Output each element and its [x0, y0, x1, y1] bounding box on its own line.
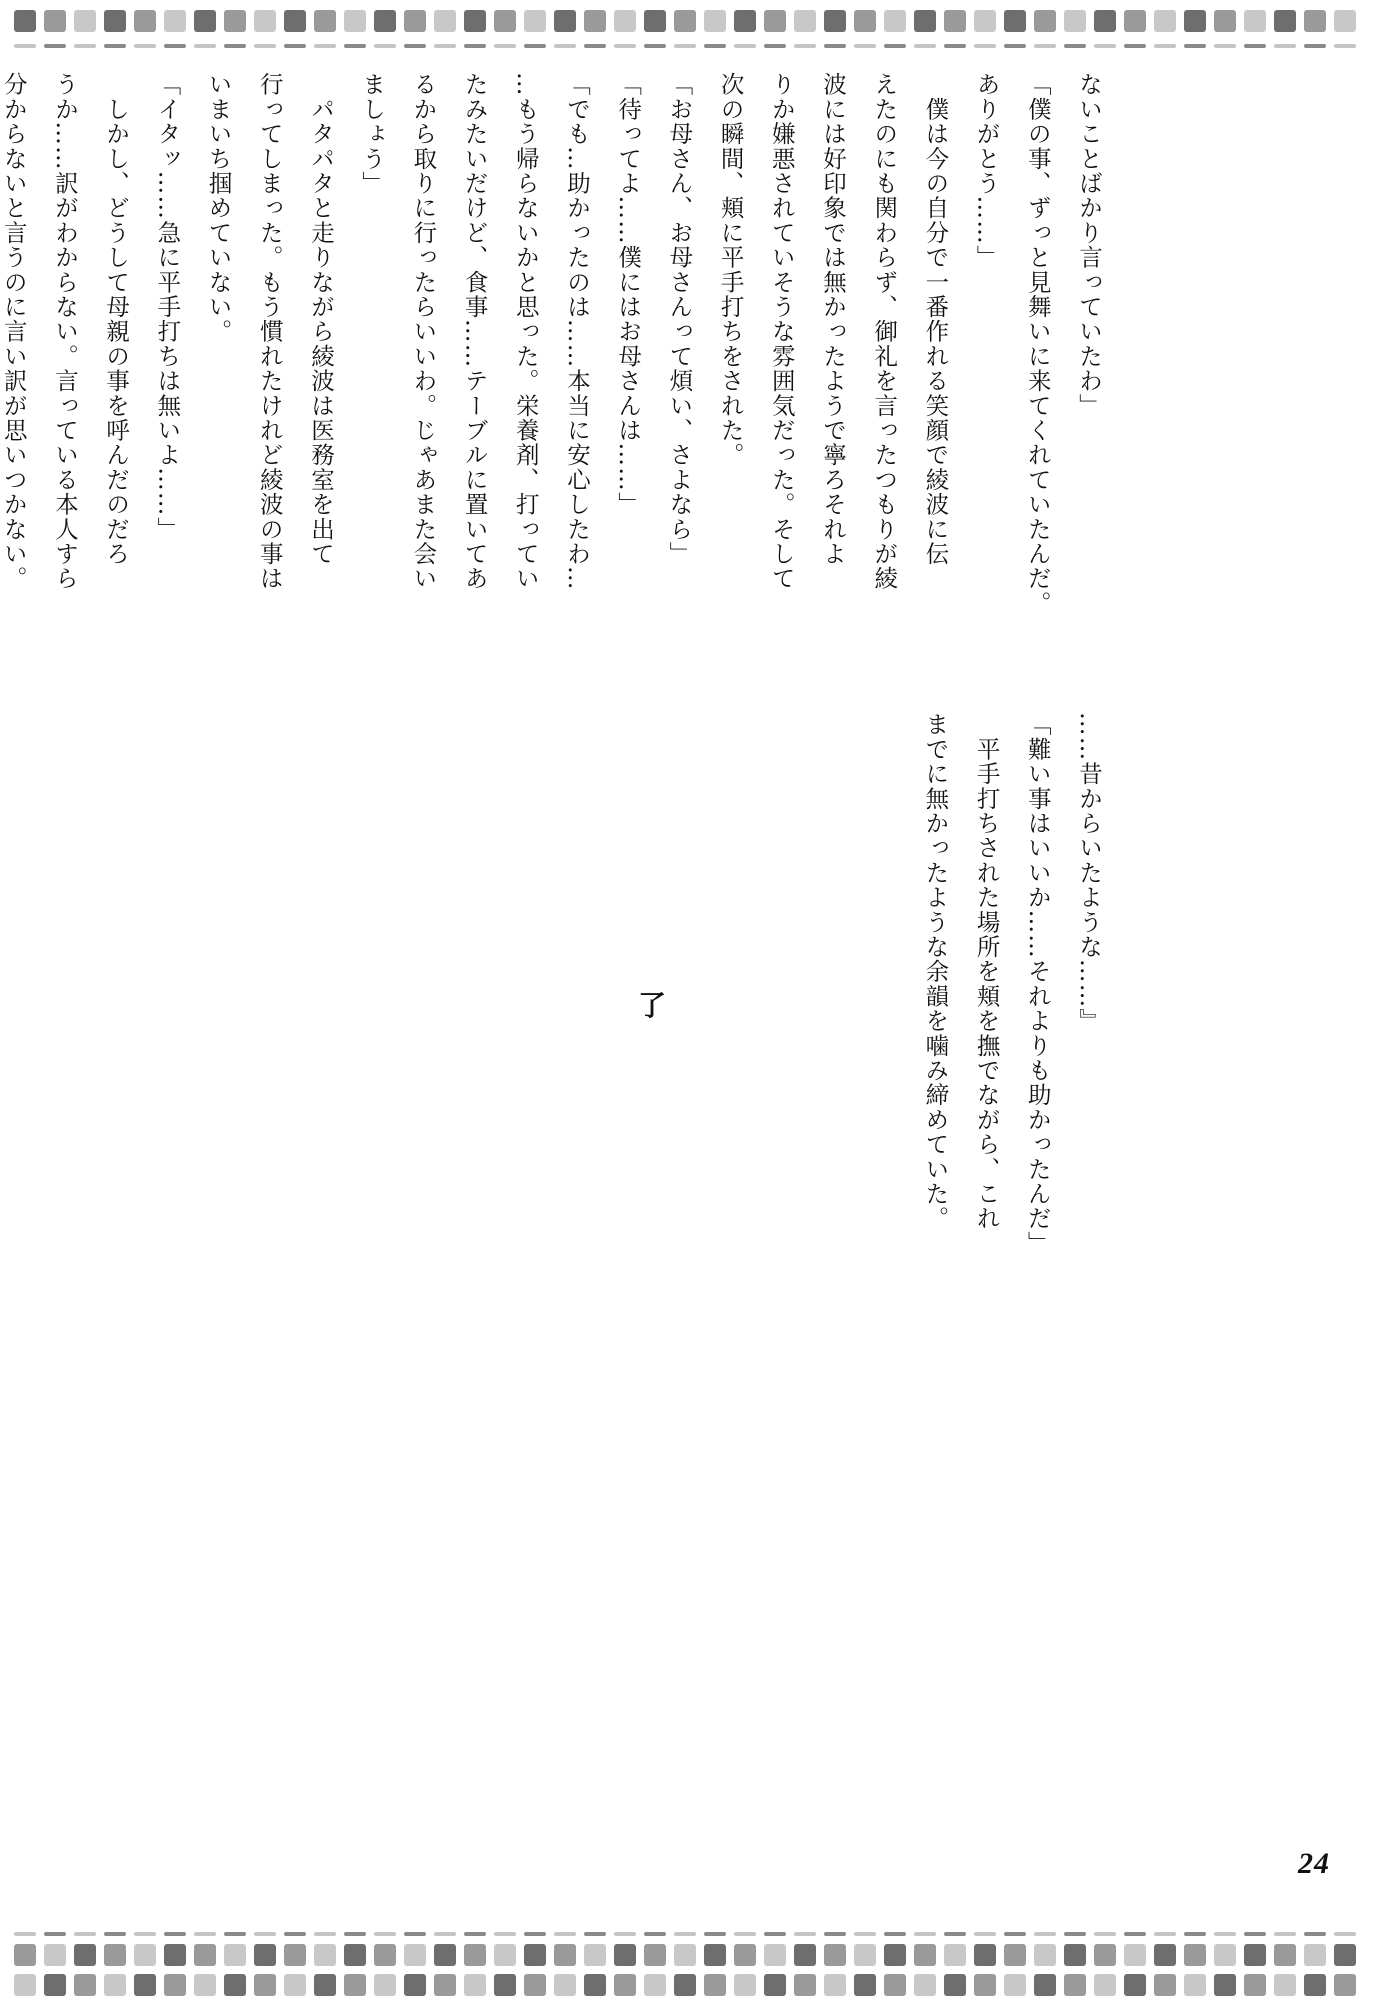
text-line: しかし、どうして母親の事を呼んだのだろ: [102, 72, 131, 566]
text-line: …もう帰らないかと思った。栄養剤、打ってい: [511, 72, 540, 591]
border-square: [824, 1944, 846, 1966]
border-square: [404, 44, 426, 48]
border-square: [314, 1944, 336, 1966]
border-square: [974, 44, 996, 48]
border-square: [434, 10, 456, 32]
border-square: [914, 1944, 936, 1966]
border-square: [1274, 1932, 1296, 1936]
border-square: [1064, 1974, 1086, 1996]
border-square: [1244, 1932, 1266, 1936]
border-square: [914, 1974, 936, 1996]
border-square: [1334, 1944, 1356, 1966]
text-line: 次の瞬間、頬に平手打ちをされた。: [716, 72, 745, 468]
border-square: [44, 1944, 66, 1966]
text-line: いまいち掴めていない。: [204, 72, 233, 344]
border-square: [1034, 1974, 1056, 1996]
border-square: [344, 10, 366, 32]
border-square: [74, 10, 96, 32]
border-square: [764, 10, 786, 32]
border-square: [734, 10, 756, 32]
bottom-square-row-1: [14, 1944, 1356, 1966]
border-square: [854, 44, 876, 48]
border-square: [254, 1974, 276, 1996]
border-square: [224, 1944, 246, 1966]
border-square: [134, 10, 156, 32]
text-line: 「待ってよ……僕にはお母さんは……」: [614, 72, 643, 517]
text-line: たみたいだけど、食事……テーブルに置いてあ: [460, 72, 489, 591]
border-square: [944, 10, 966, 32]
text-line: 「でも…助かったのは……本当に安心したわ…: [562, 72, 591, 591]
border-square: [914, 10, 936, 32]
border-square: [344, 44, 366, 48]
text-line: 「お母さん、お母さんって煩い、さよなら」: [665, 72, 694, 566]
border-square: [1214, 1974, 1236, 1996]
border-square: [344, 1944, 366, 1966]
border-square: [314, 10, 336, 32]
border-square: [164, 44, 186, 48]
border-square: [1154, 44, 1176, 48]
border-square: [1184, 1944, 1206, 1966]
border-square: [164, 1932, 186, 1936]
border-square: [494, 44, 516, 48]
border-square: [1244, 1944, 1266, 1966]
border-square: [884, 1974, 906, 1996]
border-square: [644, 1944, 666, 1966]
border-square: [884, 1944, 906, 1966]
border-square: [254, 10, 276, 32]
border-square: [74, 1944, 96, 1966]
border-square: [494, 1944, 516, 1966]
border-square: [1004, 1944, 1026, 1966]
border-square: [44, 10, 66, 32]
border-square: [374, 44, 396, 48]
border-square: [1094, 1932, 1116, 1936]
border-square: [704, 44, 726, 48]
border-square: [404, 1944, 426, 1966]
border-square: [374, 1944, 396, 1966]
border-square: [1304, 10, 1326, 32]
border-square: [194, 1932, 216, 1936]
border-square: [794, 1932, 816, 1936]
border-square: [404, 10, 426, 32]
border-square: [1034, 1932, 1056, 1936]
border-square: [1124, 1944, 1146, 1966]
text-line: ないことばかり言っていたわ」: [1075, 72, 1103, 418]
border-square: [854, 10, 876, 32]
bottom-thin-row: [14, 1932, 1356, 1936]
border-square: [704, 1932, 726, 1936]
border-square: [674, 10, 696, 32]
page-number: 24: [1298, 1847, 1330, 1880]
border-square: [1334, 44, 1356, 48]
border-square: [104, 10, 126, 32]
border-square: [404, 1932, 426, 1936]
border-square: [1184, 44, 1206, 48]
border-square: [614, 44, 636, 48]
border-square: [1154, 1974, 1176, 1996]
border-square: [974, 1974, 996, 1996]
border-square: [224, 1974, 246, 1996]
border-square: [614, 10, 636, 32]
border-square: [974, 10, 996, 32]
end-mark: 了: [638, 989, 667, 1022]
border-square: [944, 1944, 966, 1966]
border-square: [374, 1974, 396, 1996]
border-square: [194, 1944, 216, 1966]
border-square: [1034, 44, 1056, 48]
border-square: [1064, 44, 1086, 48]
border-square: [104, 1932, 126, 1936]
border-square: [1214, 10, 1236, 32]
border-square: [494, 10, 516, 32]
border-square: [824, 1974, 846, 1996]
border-square: [554, 1944, 576, 1966]
border-square: [1004, 44, 1026, 48]
border-square: [434, 1944, 456, 1966]
border-square: [1064, 1944, 1086, 1966]
text-line: ありがとう……」: [972, 72, 1001, 270]
border-square: [374, 1932, 396, 1936]
border-square: [764, 44, 786, 48]
border-square: [764, 1944, 786, 1966]
border-square: [1064, 10, 1086, 32]
border-square: [344, 1974, 366, 1996]
border-square: [794, 10, 816, 32]
border-square: [1304, 1932, 1326, 1936]
border-square: [644, 1974, 666, 1996]
border-square: [584, 1932, 606, 1936]
border-square: [524, 1932, 546, 1936]
border-square: [374, 10, 396, 32]
border-square: [1094, 10, 1116, 32]
border-square: [104, 1944, 126, 1966]
border-square: [1334, 1974, 1356, 1996]
text-line: 「僕の事、ずっと見舞いに来てくれていたんだ。: [1023, 72, 1052, 616]
border-square: [584, 1944, 606, 1966]
border-square: [704, 1974, 726, 1996]
border-square: [314, 44, 336, 48]
text-line: までに無かったような余韻を噛み締めていた。: [921, 712, 950, 1231]
text-line: 僕は今の自分で一番作れる笑顔で綾波に伝: [921, 72, 950, 566]
border-square: [1064, 1932, 1086, 1936]
main-text-block: [0, 72, 1114, 672]
border-square: [1334, 10, 1356, 32]
border-square: [224, 44, 246, 48]
border-square: [14, 1944, 36, 1966]
border-square: [1274, 10, 1296, 32]
border-square: [524, 1974, 546, 1996]
border-square: [164, 1974, 186, 1996]
border-square: [734, 1932, 756, 1936]
border-square: [854, 1932, 876, 1936]
border-square: [524, 10, 546, 32]
border-square: [1154, 1944, 1176, 1966]
border-square: [134, 1974, 156, 1996]
border-square: [164, 10, 186, 32]
bottom-decorative-border: [0, 1928, 1400, 2000]
border-square: [1214, 44, 1236, 48]
border-square: [254, 1944, 276, 1966]
border-square: [494, 1974, 516, 1996]
border-square: [284, 1974, 306, 1996]
border-square: [284, 44, 306, 48]
border-square: [1274, 1944, 1296, 1966]
border-square: [134, 44, 156, 48]
border-square: [284, 1944, 306, 1966]
border-square: [854, 1974, 876, 1996]
border-square: [614, 1974, 636, 1996]
border-square: [134, 1932, 156, 1936]
border-square: [164, 1944, 186, 1966]
border-square: [1034, 1944, 1056, 1966]
border-square: [554, 1974, 576, 1996]
border-square: [194, 44, 216, 48]
border-square: [464, 1974, 486, 1996]
border-square: [734, 44, 756, 48]
border-square: [224, 10, 246, 32]
border-square: [44, 44, 66, 48]
border-square: [554, 10, 576, 32]
border-square: [254, 1932, 276, 1936]
bottom-square-row-2: [14, 1974, 1356, 1996]
border-square: [284, 1932, 306, 1936]
border-square: [554, 1932, 576, 1936]
border-square: [524, 1944, 546, 1966]
border-square: [824, 10, 846, 32]
border-square: [434, 1932, 456, 1936]
text-line: りか嫌悪されていそうな雰囲気だった。そして: [767, 72, 796, 591]
top-square-row: [14, 10, 1356, 32]
text-line: うか……訳がわからない。言っている本人すら: [50, 72, 79, 591]
border-square: [1274, 44, 1296, 48]
border-square: [464, 1944, 486, 1966]
border-square: [464, 44, 486, 48]
border-square: [194, 10, 216, 32]
border-square: [104, 44, 126, 48]
text-line: ……昔からいたような……』: [1075, 712, 1103, 1034]
border-square: [584, 10, 606, 32]
border-square: [1244, 44, 1266, 48]
border-square: [134, 1944, 156, 1966]
top-thin-row: [14, 44, 1356, 48]
border-square: [524, 44, 546, 48]
border-square: [1124, 10, 1146, 32]
text-line: 「難い事はいいか……それよりも助かったんだ」: [1023, 712, 1052, 1256]
border-square: [794, 1974, 816, 1996]
border-square: [644, 10, 666, 32]
border-square: [254, 44, 276, 48]
border-square: [1124, 44, 1146, 48]
border-square: [944, 44, 966, 48]
top-decorative-border: [0, 8, 1400, 58]
border-square: [884, 44, 906, 48]
text-line: るから取りに行ったらいいわ。じゃあまた会い: [409, 72, 438, 591]
border-square: [1034, 10, 1056, 32]
border-square: [794, 1944, 816, 1966]
border-square: [974, 1944, 996, 1966]
text-line: 分からないと言うのに言い訳が思いつかない。: [0, 72, 28, 591]
border-square: [314, 1974, 336, 1996]
border-square: [1004, 1974, 1026, 1996]
border-square: [464, 10, 486, 32]
border-square: [704, 10, 726, 32]
border-square: [644, 44, 666, 48]
text-line: えたのにも関わらず、御礼を言ったつもりが綾: [870, 72, 899, 591]
text-line: 波には好印象では無かったようで寧ろそれよ: [818, 72, 847, 566]
border-square: [1244, 10, 1266, 32]
border-square: [1184, 10, 1206, 32]
border-square: [944, 1974, 966, 1996]
border-square: [1274, 1974, 1296, 1996]
border-square: [734, 1944, 756, 1966]
border-square: [194, 1974, 216, 1996]
border-square: [1124, 1974, 1146, 1996]
border-square: [614, 1944, 636, 1966]
text-line: パタパタと走りながら綾波は医務室を出て: [306, 72, 335, 566]
text-line: 平手打ちされた場所を頬を撫でながら、これ: [972, 712, 1001, 1231]
border-square: [14, 10, 36, 32]
text-line: 「イタッ……急に平手打ちは無いよ……」: [153, 72, 182, 542]
border-square: [1094, 1974, 1116, 1996]
border-square: [584, 1974, 606, 1996]
border-square: [674, 44, 696, 48]
border-square: [1214, 1944, 1236, 1966]
border-square: [644, 1932, 666, 1936]
border-square: [1304, 1974, 1326, 1996]
border-square: [74, 44, 96, 48]
border-square: [1124, 1932, 1146, 1936]
border-square: [764, 1974, 786, 1996]
border-square: [614, 1932, 636, 1936]
border-square: [1244, 1974, 1266, 1996]
border-square: [1094, 44, 1116, 48]
border-square: [44, 1974, 66, 1996]
border-square: [1184, 1932, 1206, 1936]
border-square: [44, 1932, 66, 1936]
border-square: [854, 1944, 876, 1966]
border-square: [14, 1932, 36, 1936]
border-square: [1154, 10, 1176, 32]
border-square: [674, 1974, 696, 1996]
border-square: [944, 1932, 966, 1936]
border-square: [224, 1932, 246, 1936]
border-square: [1334, 1932, 1356, 1936]
border-square: [1094, 1944, 1116, 1966]
border-square: [734, 1974, 756, 1996]
border-square: [914, 1932, 936, 1936]
border-square: [584, 44, 606, 48]
border-square: [1004, 1932, 1026, 1936]
border-square: [104, 1974, 126, 1996]
border-square: [404, 1974, 426, 1996]
border-square: [464, 1932, 486, 1936]
text-line: ましょう」: [358, 72, 387, 196]
border-square: [284, 10, 306, 32]
border-square: [914, 44, 936, 48]
border-square: [14, 1974, 36, 1996]
border-square: [1304, 1944, 1326, 1966]
border-square: [674, 1944, 696, 1966]
border-square: [1004, 10, 1026, 32]
border-square: [434, 44, 456, 48]
border-square: [1154, 1932, 1176, 1936]
border-square: [434, 1974, 456, 1996]
border-square: [1304, 44, 1326, 48]
border-square: [74, 1932, 96, 1936]
second-text-block: [909, 712, 1114, 1272]
border-square: [794, 44, 816, 48]
border-square: [764, 1932, 786, 1936]
border-square: [14, 44, 36, 48]
border-square: [314, 1932, 336, 1936]
border-square: [974, 1932, 996, 1936]
border-square: [704, 1944, 726, 1966]
border-square: [674, 1932, 696, 1936]
text-line: 行ってしまった。もう慣れたけれど綾波の事は: [255, 72, 284, 591]
border-square: [824, 1932, 846, 1936]
border-square: [554, 44, 576, 48]
border-square: [1184, 1974, 1206, 1996]
border-square: [494, 1932, 516, 1936]
border-square: [884, 1932, 906, 1936]
border-square: [1214, 1932, 1236, 1936]
border-square: [344, 1932, 366, 1936]
border-square: [824, 44, 846, 48]
border-square: [884, 10, 906, 32]
border-square: [74, 1974, 96, 1996]
